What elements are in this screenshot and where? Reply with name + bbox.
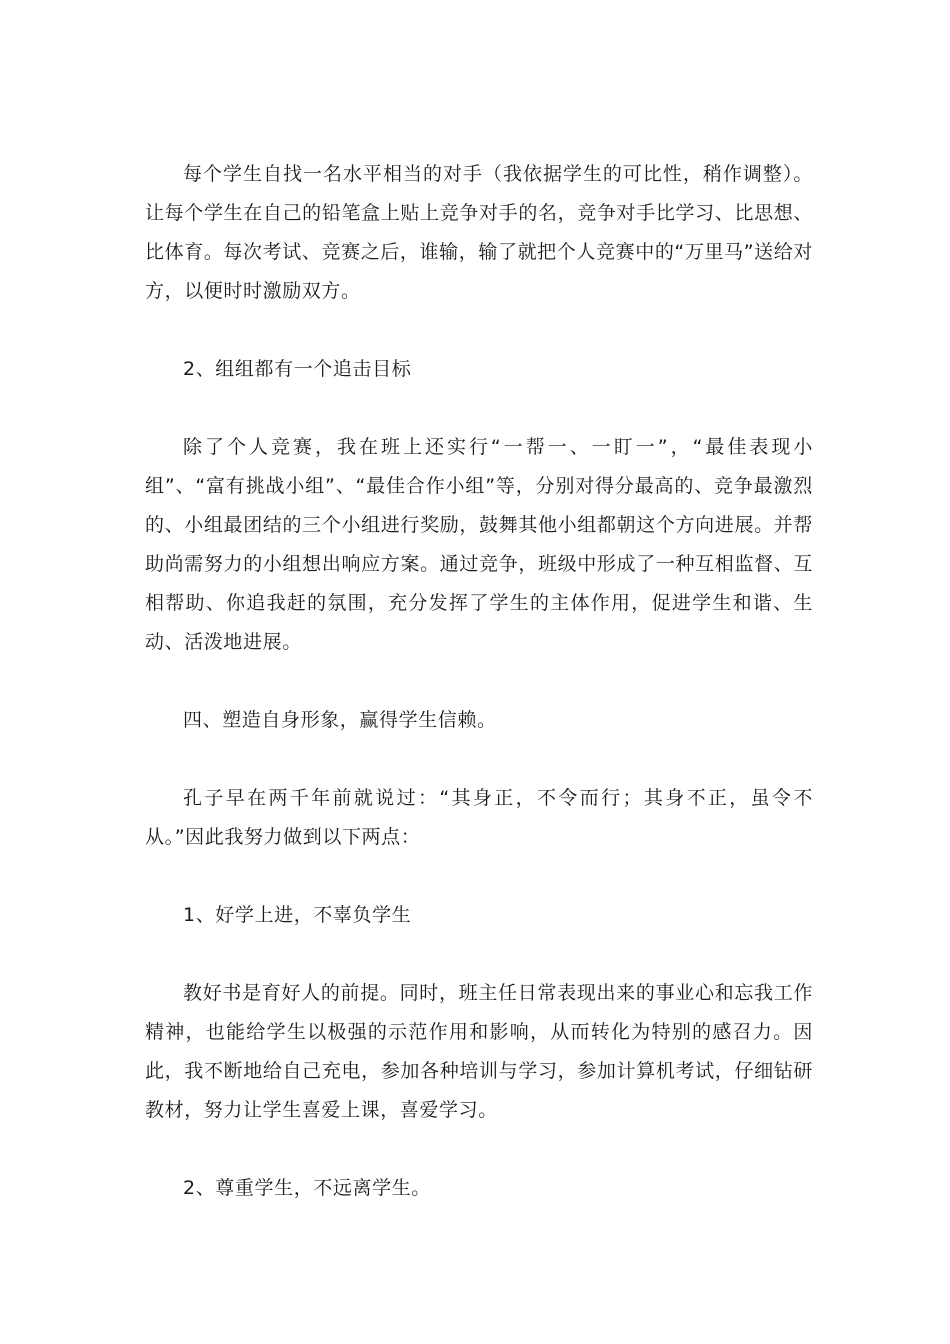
paragraph-spacer bbox=[145, 389, 813, 428]
paragraph-spacer bbox=[145, 311, 813, 350]
paragraph-group-competition: 除了个人竞赛，我在班上还实行“一帮一、一盯一”，“最佳表现小组”、“富有挑战小组”、“最佳合作小组”等，分别对得分最高的、竞争最激烈的、小组最团结的三个小组进行奖励，鼓舞其他小组都朝这个方向进展。并帮助尚需努力的小组想出响应方案。通过竞争，班级中形成了一种互相监督、互相帮助、你追我赶的氛围，充分发挥了学生的主体作用，促进学生和谐、生动、活泼地进展。 bbox=[145, 436, 813, 653]
paragraph-spacer bbox=[145, 935, 813, 974]
paragraph-spacer bbox=[145, 662, 813, 701]
paragraph-teaching-example: 教好书是育好人的前提。同时，班主任日常表现出来的事业心和忘我工作精神，也能给学生以极强的示范作用和影响，从而转化为特别的感召力。因此，我不断地给自己充电，参加各种培训与学习，参加计算机考试，仔细钻研教材，努力让学生喜爱上课，喜爱学习。 bbox=[145, 982, 813, 1121]
paragraph-confucius-quote: 孔子早在两千年前就说过：“其身正，不令而行；其身不正，虽令不从。”因此我努力做到以下两点： bbox=[145, 787, 813, 848]
document-body bbox=[145, 155, 813, 1208]
paragraph-spacer bbox=[145, 740, 813, 779]
heading-group-target: 2、组组都有一个追击目标 bbox=[183, 358, 412, 380]
paragraph-competition-opponents: 每个学生自找一名水平相当的对手（我依据学生的可比性，稍作调整）。让每个学生在自己的铅笔盒上贴上竞争对手的名，竞争对手比学习、比思想、比体育。每次考试、竞赛之后，谁输，输了就把个人竞赛中的“万里马”送给对方，以便时时激励双方。 bbox=[145, 163, 813, 302]
paragraph-spacer bbox=[145, 1130, 813, 1169]
paragraph-spacer bbox=[145, 857, 813, 896]
heading-point-one: 1、好学上进，不辜负学生 bbox=[183, 904, 412, 926]
heading-point-two: 2、尊重学生，不远离学生。 bbox=[183, 1177, 431, 1199]
heading-section-four: 四、塑造自身形象，赢得学生信赖。 bbox=[183, 709, 497, 731]
